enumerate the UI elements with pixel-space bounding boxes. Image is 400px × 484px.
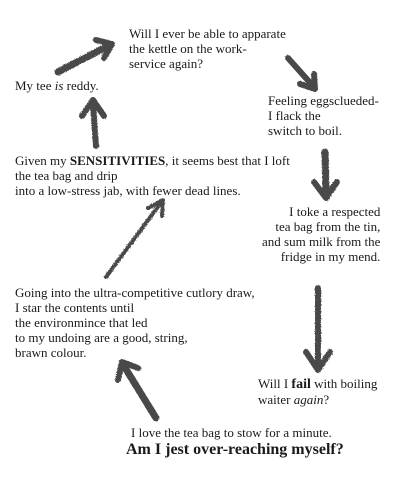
- step-line: fridge in my mend.: [280, 249, 381, 264]
- arrow-up-icon: [82, 100, 104, 146]
- step-line: and sum milk from the: [262, 234, 381, 249]
- step-line: [258, 376, 377, 392]
- step-stow: [126, 425, 344, 459]
- step-emphasis: is: [54, 78, 64, 93]
- step-line: I love the tea bag to stow for a minute.: [131, 425, 332, 440]
- step-eggsclueded: [268, 93, 379, 138]
- step-text: reddy.: [63, 78, 99, 93]
- step-sensitivities: [15, 153, 290, 198]
- step-line: I flack the: [268, 108, 321, 123]
- step-text: ?: [323, 392, 330, 407]
- step-fail: [258, 376, 377, 407]
- arrow-down-icon: [314, 152, 337, 198]
- step-line: Going into the ultra-competitive cutlory draw,: [15, 285, 255, 300]
- step-emphasis: SENSITIVITIES: [69, 153, 166, 168]
- step-apparate: [129, 26, 286, 71]
- step-line: I toke a respected: [289, 204, 381, 219]
- step-line: tea bag from the tin,: [275, 219, 381, 234]
- step-line-emphasis: Am I jest over-reaching myself?: [126, 441, 344, 458]
- step-line: to my undoing are a good, string,: [15, 330, 188, 345]
- step-text: , it seems best that I loft: [165, 153, 290, 168]
- step-line: Feeling eggsclueded-: [268, 93, 379, 108]
- step-line: [258, 392, 377, 407]
- step-emphasis: again: [293, 392, 324, 407]
- step-text: with boiling: [310, 376, 378, 391]
- arrow-down-icon: [306, 288, 330, 370]
- step-line: I star the contents until: [15, 300, 135, 315]
- step-line: the kettle on the work-: [129, 41, 247, 56]
- arrow-up-left-icon: [118, 362, 156, 418]
- step-text: Will I: [258, 376, 292, 391]
- arrow-up-right-icon: [58, 40, 112, 72]
- step-line: Will I ever be able to apparate: [129, 26, 286, 41]
- step-respected: [262, 204, 380, 264]
- step-text: Given my: [15, 153, 70, 168]
- step-line: switch to boil.: [268, 123, 343, 138]
- step-emphasis: fail: [291, 377, 311, 392]
- step-text: waiter: [258, 392, 294, 407]
- step-line: the environmince that led: [15, 315, 148, 330]
- step-line: into a low-stress jab, with fewer dead lines.: [15, 183, 241, 198]
- step-reddy: [15, 78, 99, 93]
- step-line: service again?: [129, 56, 203, 71]
- step-text: My tee: [15, 78, 55, 93]
- arrow-up-right-icon: [106, 200, 163, 277]
- step-cutlory: [15, 285, 255, 360]
- step-line: [15, 153, 290, 168]
- step-line: brawn colour.: [15, 345, 87, 360]
- arrow-down-right-icon: [288, 58, 315, 89]
- step-line: the tea bag and drip: [15, 168, 118, 183]
